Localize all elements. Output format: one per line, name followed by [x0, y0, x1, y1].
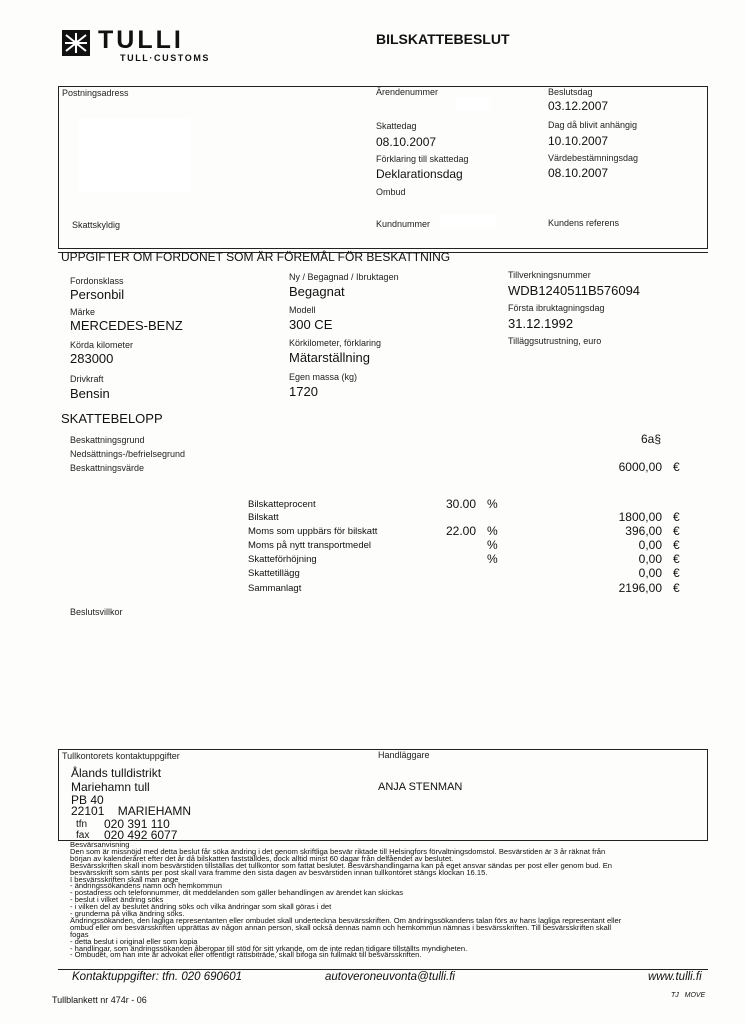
tax-row-amount: 2196,00	[618, 581, 662, 595]
tax-row-label: Bilskatteprocent	[248, 499, 316, 510]
office-line-4: 22101 MARIEHAMN	[71, 804, 192, 818]
handler: ANJA STENMAN	[378, 781, 463, 793]
tax-basis: 6a§	[641, 432, 662, 446]
footer-contact: Kontaktuppgifter: tfn. 020 690601	[72, 971, 243, 983]
office-line-1: Ålands tulldistrikt	[71, 766, 162, 780]
logo-sub-text: TULL·CUSTOMS	[120, 53, 211, 63]
tax-row-currency: €	[673, 524, 680, 538]
appeal-line: - grunderna på vilka ändring söks.	[70, 909, 185, 918]
case-number-label: Ärendenummer	[376, 87, 439, 97]
decision-date-label: Beslutsdag	[548, 87, 593, 97]
tax-row-currency: €	[673, 581, 680, 595]
tax-row-label: Moms som uppbärs för bilskatt	[248, 526, 378, 537]
tax-row-label: Skatteförhöjning	[248, 554, 317, 565]
tax-row-amount: 0,00	[638, 566, 662, 580]
decision-date: 03.12.2007	[548, 99, 609, 113]
tax-row-currency: €	[673, 566, 680, 580]
valuation-date-label: Värdebestämningsdag	[548, 153, 639, 163]
vin-label: Tillverkningsnummer	[508, 270, 591, 280]
taxpayer-label: Skattskyldig	[72, 220, 121, 230]
tax-row-amount: 0,00	[638, 552, 662, 566]
appeal-line: Ändringssökanden, den lagliga representanten eller ombudet skall underteckna besvärsskriften. Om ändringssökandens talan förs av hans lagliga representant eller	[70, 915, 622, 925]
first-use-label: Första ibruktagningsdag	[508, 303, 605, 313]
redacted-case-number	[455, 98, 491, 110]
vehicle-status: Begagnat	[289, 284, 345, 299]
document-title: BILSKATTEBESLUT	[376, 31, 510, 47]
tax-row-percent: 22.00	[445, 524, 476, 538]
mass-label: Egen massa (kg)	[289, 372, 358, 382]
appeal-instructions	[70, 841, 710, 973]
fax: 020 492 6077	[104, 828, 178, 842]
vehicle-class-label: Fordonsklass	[70, 276, 124, 286]
office-label: Tullkontorets kontaktuppgifter	[62, 751, 180, 761]
appeal-line: - handlingar, som ändringssökanden åberopar till stöd för sitt yrkande, om de inte redan tidigare tillställts myndigheten.	[70, 943, 468, 953]
customer-number-label: Kundnummer	[376, 219, 431, 229]
tax-row-label: Sammanlagt	[248, 583, 302, 594]
tax-row-currency: €	[673, 552, 680, 566]
tax-row-percent-sign: %	[487, 497, 498, 511]
tax-row-percent: 30.00	[445, 497, 476, 511]
fuel-label: Drivkraft	[70, 374, 104, 384]
tax-row-percent-sign: %	[487, 538, 498, 552]
final-date: 10.10.2007	[548, 134, 609, 148]
tax-row-currency: €	[673, 538, 680, 552]
km-label: Körda kilometer	[70, 340, 134, 350]
tax-row-label: Bilskatt	[248, 512, 279, 523]
tax-row-amount: 1800,00	[618, 510, 662, 524]
redacted-customer-number	[440, 214, 496, 228]
appeal-line: - Ombudet, om han inte är advokat eller offentligt rättsbiträde, skall bifoga sin fullmakt till besvärsskriften.	[70, 950, 422, 960]
footer-divider	[58, 969, 708, 970]
mass: 1720	[289, 384, 318, 399]
stamp-text: TJ MOVE	[671, 992, 706, 999]
footer-web: www.tulli.fi	[648, 971, 702, 983]
appeal-line: ombud eller om besvärsskriften upprättas av någon annan person, skall också dennas namn och hemkommun nämnas i besvärsskriften. Till besvärsskriften skall	[70, 922, 612, 932]
model: 300 CE	[289, 317, 333, 332]
appeal-line: - ändringssökandens namn och hemkommun	[70, 881, 222, 891]
appeal-line: - postadress och telefonnummer, dit meddelanden som gäller behandlingen av ärendet kan skickas	[70, 888, 404, 898]
handler-label: Handläggare	[378, 750, 430, 760]
office-line-3: PB 40	[71, 793, 104, 807]
km-explanation-label: Körkilometer, förklaring	[289, 338, 382, 348]
taxable-value-currency: €	[673, 460, 680, 474]
tax-date-explanation-label: Förklaring till skattedag	[376, 154, 469, 164]
final-date-label: Dag då blivit anhängig	[548, 120, 638, 130]
make-label: Märke	[70, 307, 96, 317]
appeal-line: - detta beslut i original eller som kopia	[70, 936, 198, 946]
taxable-value-label: Beskattningsvärde	[70, 463, 145, 473]
appeal-line: början av kalenderåret efter det år då bilskatten fastställdes, dock alltid minst 60 dagar från delfåendet av beslutet.	[70, 853, 454, 863]
km-explanation: Mätarställning	[289, 350, 370, 365]
office-line-2: Mariehamn tull	[71, 780, 150, 794]
appeal-line: - beslut i vilket ändring söks	[70, 895, 164, 905]
appeal-line: - i vilken del av beslutet ändring söks och vilka ändringar som skall göras i det	[70, 902, 332, 912]
tulli-logo	[62, 26, 222, 66]
tax-row-percent-sign: %	[487, 524, 498, 538]
tax-row-currency: €	[673, 510, 680, 524]
appeal-line: besvärsskrift som sänts per post skall vara framme den sista dagen av besvärstiden innan tullkontoret stängs klockan 16.15.	[70, 867, 488, 877]
reduction-label: Nedsättnings-/befrielsegrund	[70, 449, 186, 459]
fuel: Bensin	[70, 386, 110, 401]
tax-row-amount: 0,00	[638, 538, 662, 552]
footer-email: autoveroneuvonta@tulli.fi	[325, 971, 455, 983]
logo-brand-text: TULLI	[98, 26, 184, 54]
tel: 020 391 110	[104, 817, 170, 831]
fax-label: fax	[76, 830, 90, 841]
appeal-line: Den som är missnöjd med detta beslut får söka ändring i det genom skriftliga besvär riktade till Helsingfors förvaltningsdomstol. Besvärstiden är 3 år räknat från	[70, 846, 606, 856]
tax-basis-label: Beskattningsgrund	[70, 435, 145, 445]
form-number: Tullblankett nr 474r - 06	[52, 995, 147, 1005]
vehicle-section-title: UPPGIFTER OM FORDONET SOM ÄR FÖREMÅL FÖR BESKATTNING	[61, 250, 451, 264]
taxable-value: 6000,00	[618, 460, 662, 474]
tax-date-label: Skattedag	[376, 121, 417, 131]
extras-label: Tilläggsutrustning, euro	[508, 336, 602, 346]
customer-reference-label: Kundens referens	[548, 218, 620, 228]
conditions-label: Beslutsvillkor	[70, 607, 123, 617]
make: MERCEDES-BENZ	[70, 318, 183, 333]
tax-row-percent-sign: %	[487, 552, 498, 566]
model-label: Modell	[289, 305, 316, 315]
tel-label: tfn	[76, 819, 88, 830]
tax-row-label: Moms på nytt transportmedel	[248, 540, 372, 551]
appeal-line: Besvärsskriften skall inom besvärstiden tillställas det tullkontor som fattat beslutet. Besvärshandlingarna kan på eget ansvar sändas per post eller genom bud. En	[70, 860, 612, 870]
km: 283000	[70, 351, 114, 366]
tax-date: 08.10.2007	[376, 135, 437, 149]
vehicle-status-label: Ny / Begagnad / Ibruktagen	[289, 272, 399, 282]
vehicle-class: Personbil	[70, 287, 125, 302]
tax-row-amount: 396,00	[625, 524, 662, 538]
first-use-date: 31.12.1992	[508, 316, 574, 331]
appeal-line: fogas	[70, 929, 89, 939]
tulli-emblem-icon	[62, 30, 90, 56]
redacted-address	[78, 118, 190, 192]
appeal-line: Besvärsanvisning	[70, 840, 130, 849]
vin: WDB1240511B576094	[508, 283, 641, 298]
representative-label: Ombud	[376, 187, 406, 197]
valuation-date: 08.10.2007	[548, 166, 609, 180]
tax-section-title: SKATTEBELOPP	[61, 411, 163, 426]
tax-row-label: Skattetillägg	[248, 568, 300, 579]
postal-address-label: Postningsadress	[62, 88, 129, 98]
appeal-line: I besvärsskriften skall man ange	[70, 874, 179, 884]
tax-date-explanation: Deklarationsdag	[376, 167, 463, 181]
